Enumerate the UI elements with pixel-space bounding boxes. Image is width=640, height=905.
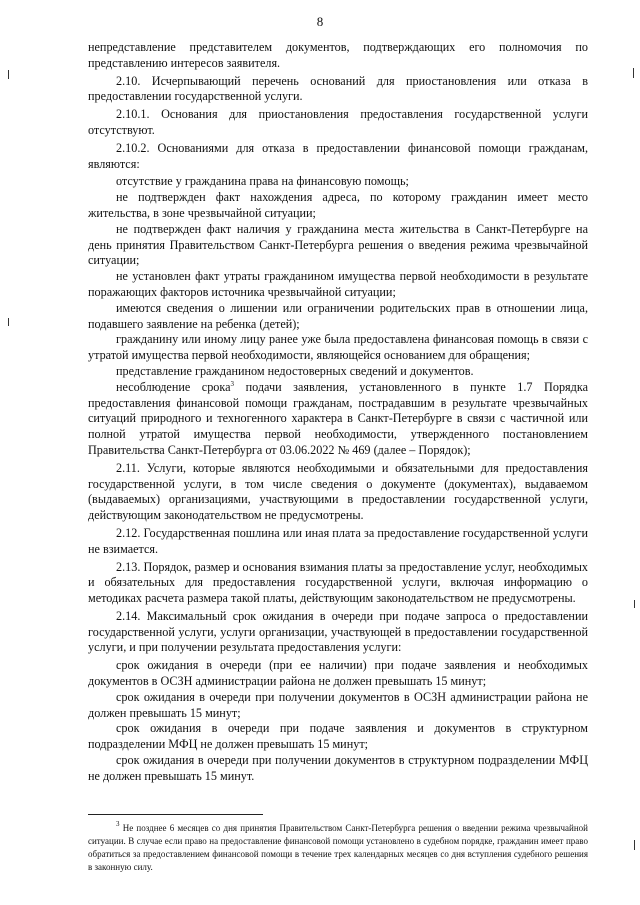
list-item: имеются сведения о лишении или ограничении родительских прав в отношении лица, подавшего заявление на ребенка (детей); <box>88 300 588 331</box>
footnote <box>88 822 588 874</box>
scan-edge-mark <box>634 600 635 608</box>
deadline-text-start: несоблюдение срока <box>116 379 231 394</box>
footnote-divider <box>88 814 263 815</box>
paragraph: 2.10.1. Основания для приостановления предоставления государственной услуги отсутствуют. <box>88 107 588 137</box>
paragraph: 2.11. Услуги, которые являются необходимыми и обязательными для предоставления государственной услуги, в том числе сведения о документе (документах), выдаваемом (выдаваемых) организациями, участвующими в предоставлении государственной услуги, действующим законодательством не предусмотрены. <box>88 460 588 523</box>
deadline-text-end: подачи заявления, установленного в пункте 1.7 Порядка предоставления финансовой помощи гражданам, пострадавшим в результате чрезвычайных ситуаций природного и техногенного характера в Санкт-Петербурге в связи с частичной или полной утратой имущества первой необходимости, утвержденного постановлением Правительства Санкт-Петербурга от 03.06.2022 № 469 (далее – Порядок); <box>88 379 588 457</box>
list-item: представление гражданином недостоверных сведений и документов. <box>116 363 474 378</box>
footnote-marker: 3 <box>116 820 120 828</box>
footnote-text: Не позднее 6 месяцев со дня принятия Правительством Санкт-Петербурга решения о введении режима чрезвычайной ситуации. В случае если право на предоставление финансовой помощи установлено в судебном порядке, гражданин имеет право обратиться за предоставлением финансовой помощи в течение трех календарных месяцев со дня вступления судебного решения в законную силу. <box>88 823 588 872</box>
footnote-reference[interactable]: 3 <box>230 379 235 388</box>
scan-edge-mark <box>8 70 9 79</box>
paragraph: 2.10.2. Основаниями для отказа в предоставлении финансовой помощи гражданам, являются: <box>88 140 588 171</box>
document-body <box>88 40 588 785</box>
paragraph: непредставление представителем документов, подтверждающих его полномочия по представлению интересов заявителя. <box>88 40 588 70</box>
list-item: срок ожидания в очереди (при ее наличии) при подаче заявления и необходимых документов в ОСЗН администрации района не должен превышать 15 минут; <box>88 658 588 689</box>
list-item: срок ожидания в очереди при получении документов в структурном подразделении МФЦ не должен превышать 15 минут. <box>88 753 588 783</box>
list-item: гражданину или иному лицу ранее уже была предоставлена финансовая помощь в связи с утратой имущества первой необходимости, являющейся основанием для обращения; <box>88 332 588 363</box>
scan-edge-mark <box>633 68 634 78</box>
paragraph: 2.13. Порядок, размер и основания взимания платы за предоставление услуг, необходимых и обязательных для предоставления государственной услуги, включая информацию о методиках расчета размера такой платы, действующим законодательством не предусмотрены. <box>88 559 588 606</box>
list-item: не установлен факт утраты гражданином имущества первой необходимости в результате поражающих факторов источника чрезвычайной ситуации; <box>88 269 588 299</box>
scan-edge-mark <box>8 318 9 326</box>
paragraph: 2.14. Максимальный срок ожидания в очереди при подаче запроса о предоставлении государственной услуги, услуги организации, участвующей в предоставлении государственной услуги, и при получении результата предоставления услуги: <box>88 608 588 655</box>
scan-edge-mark <box>634 840 635 850</box>
list-item: срок ожидания в очереди при получении документов в ОСЗН администрации района не должен превышать 15 минут; <box>88 689 588 720</box>
paragraph: 2.10. Исчерпывающий перечень оснований для приостановления или отказа в предоставлении государственной услуги. <box>88 73 588 104</box>
paragraph: 2.12. Государственная пошлина или иная плата за предоставление государственной услуги не взимается. <box>88 525 588 556</box>
list-item: не подтвержден факт нахождения адреса, по которому гражданин имеет место жительства, в зоне чрезвычайной ситуации; <box>88 190 588 220</box>
list-item-deadline <box>88 380 588 459</box>
list-item: отсутствие у гражданина права на финансовую помощь; <box>116 174 409 189</box>
list-item: не подтвержден факт наличия у гражданина места жительства в Санкт-Петербурге на день принятия Правительством Санкт-Петербурга решения о введения режима чрезвычайной ситуации; <box>88 221 588 268</box>
page-number: 8 <box>316 14 324 29</box>
list-item: срок ожидания в очереди при подаче заявления и документов в структурном подразделении МФЦ не должен превышать 15 минут; <box>88 721 588 752</box>
